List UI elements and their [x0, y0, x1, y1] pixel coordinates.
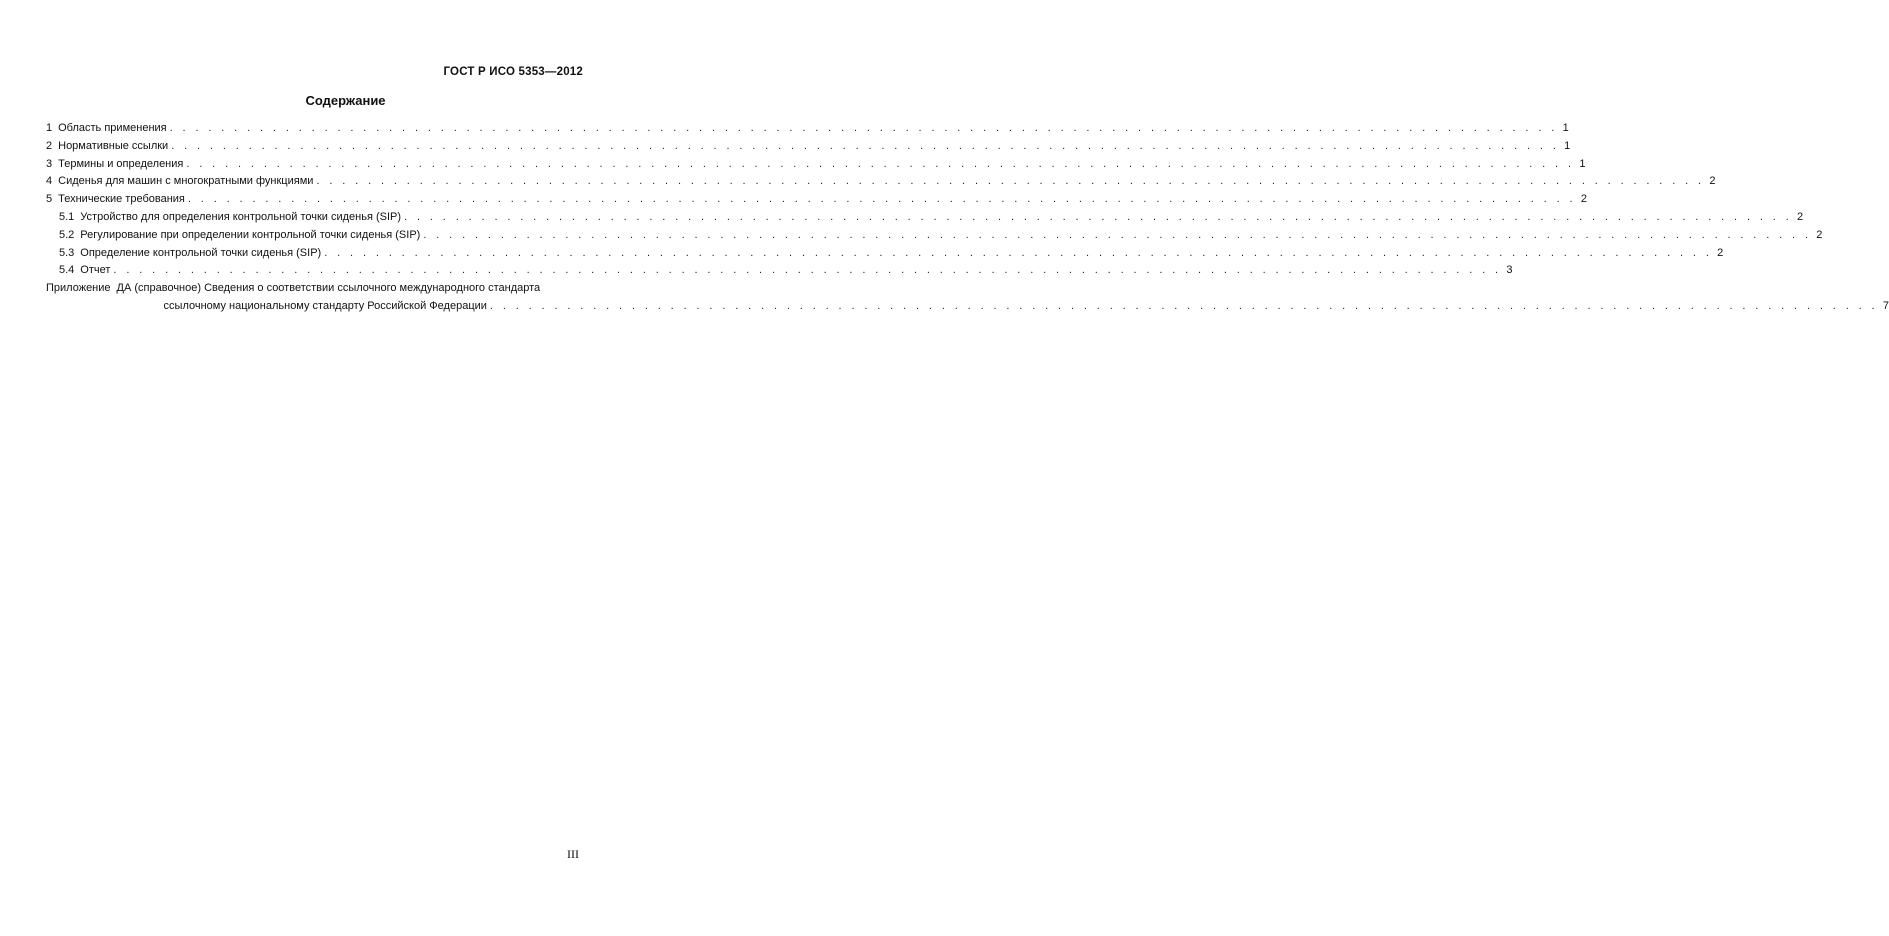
toc-entry-1[interactable] — [46, 120, 1569, 138]
appendix-title-line-1: ДА (справочное) Сведения о соответствии ссылочного международного стандарта — [116, 282, 541, 295]
toc-entry-3[interactable] — [46, 156, 1586, 174]
toc-title: Содержание — [305, 93, 386, 108]
dot-leader — [324, 245, 1712, 263]
toc-entry-page: 2 — [1797, 210, 1804, 223]
toc-entry-number: 1 — [46, 122, 53, 134]
toc-entry-number: 5.4 — [59, 264, 75, 277]
dot-leader — [423, 227, 1811, 245]
toc-entry-title: Область применения — [58, 122, 167, 134]
toc-entry-5[interactable] — [46, 191, 1587, 209]
appendix-title-line-2: ссылочному национальному стандарту Российской Федерации — [163, 299, 487, 312]
toc-entry-number: 5 — [46, 193, 53, 206]
appendix-page: 7 — [1882, 299, 1889, 312]
toc-entry-page: 2 — [1580, 193, 1587, 206]
toc-entry-number: 5.2 — [59, 228, 75, 241]
toc-entry-appendix[interactable] — [46, 280, 1889, 316]
appendix-title-line-2-row — [117, 298, 1889, 316]
toc-entry-number: 2 — [46, 139, 53, 152]
toc-entry-title: Технические требования — [58, 193, 185, 206]
toc-entry-page: 1 — [1579, 157, 1586, 170]
appendix-body — [117, 280, 1889, 316]
toc-entry-5-4[interactable] — [46, 262, 1513, 280]
toc-entry-title: Термины и определения — [58, 157, 184, 170]
toc-entry-number: 4 — [46, 175, 53, 188]
dot-leader — [170, 120, 1558, 138]
toc-entry-title: Регулирование при определении контрольной точки сиденья (SIP) — [80, 228, 421, 241]
dot-leader — [490, 298, 1878, 316]
toc-entry-title: Устройство для определения контрольной точки сиденья (SIP) — [80, 210, 402, 223]
dot-leader — [113, 262, 1501, 280]
toc-entry-5-3[interactable] — [46, 245, 1724, 263]
page-number: III — [567, 847, 579, 861]
dot-leader — [171, 138, 1559, 156]
toc-entry-4[interactable] — [46, 173, 1716, 191]
toc-entry-title: Сиденья для машин с многократными функциями — [58, 175, 314, 188]
toc-entry-page: 1 — [1562, 122, 1569, 134]
toc-entry-title: Отчет — [80, 264, 111, 277]
dot-leader — [186, 156, 1574, 174]
toc-entry-2[interactable] — [46, 138, 1571, 156]
toc-entry-number: 5.3 — [59, 246, 75, 259]
toc-entry-page: 2 — [1717, 246, 1724, 259]
toc-entry-number: 3 — [46, 157, 53, 170]
dot-leader — [188, 191, 1576, 209]
toc-entry-number: 5.1 — [59, 210, 75, 223]
toc-entry-title: Определение контрольной точки сиденья (SIP) — [80, 246, 322, 259]
toc-entry-page: 1 — [1564, 139, 1571, 152]
toc-entry-title: Нормативные ссылки — [58, 139, 169, 152]
toc-entry-5-1[interactable] — [46, 209, 1804, 227]
dot-leader — [404, 209, 1792, 227]
toc-entry-5-2[interactable] — [46, 227, 1823, 245]
table-of-contents — [46, 120, 1889, 316]
toc-entry-page: 3 — [1506, 264, 1513, 277]
dot-leader — [316, 173, 1704, 191]
toc-entry-page: 2 — [1709, 175, 1716, 188]
document-code: ГОСТ Р ИСО 5353—2012 — [443, 66, 583, 78]
appendix-label: Приложение — [46, 282, 111, 295]
toc-entry-page: 2 — [1816, 228, 1823, 241]
